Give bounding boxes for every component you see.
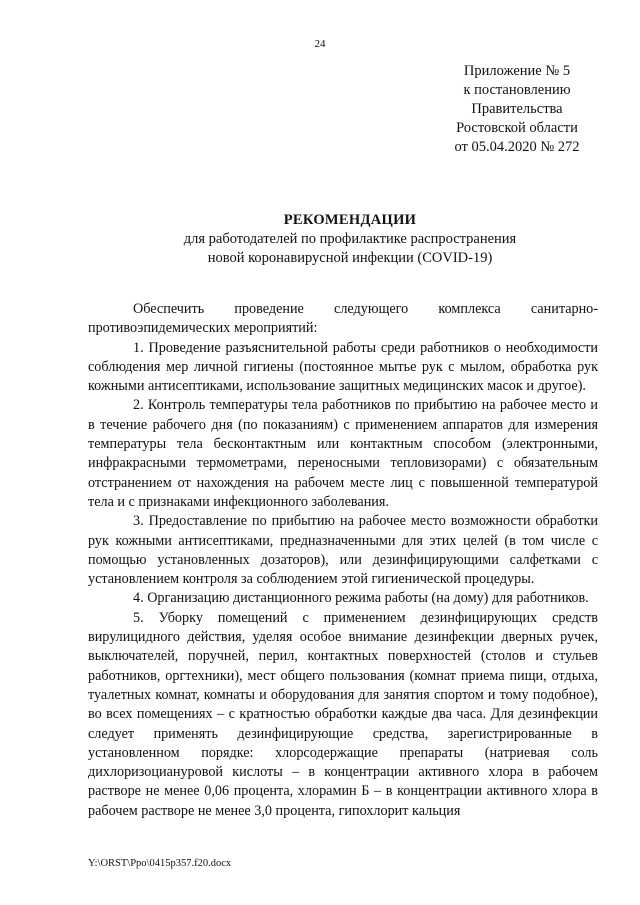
document-subtitle: для работодателей по профилактике распространения — [183, 231, 517, 247]
appendix-line: к постановлению — [463, 82, 571, 98]
title-block — [100, 211, 600, 268]
document-title: РЕКОМЕНДАЦИИ — [283, 212, 417, 228]
document-body — [88, 300, 598, 821]
appendix-reference — [452, 62, 582, 157]
page-number: 24 — [314, 38, 326, 50]
body-paragraph: 2. Контроль температуры тела работников по прибытию на рабочее место и в течение рабочего дня (по показаниям) с применением аппаратов для измерения температуры тела бесконтактным или контактным способом (электронными, инфракрасными термометрами, переносными тепловизорами) с обязательным отстранением от нахождения на рабочем месте лиц с повышенной температурой тела и с признаками инфекционного заболевания. — [88, 397, 598, 510]
body-paragraph: 3. Предоставление по прибытию на рабочее место возможности обработки рук кожными антисептиками, предназначенными для этих целей (в том числе с помощью установленных дозаторов), или дезинфицирующими салфетками с установлением контроля за соблюдением этой гигиенической процедуры. — [88, 513, 598, 588]
document-subtitle: новой коронавирусной инфекции (COVID-19) — [207, 250, 493, 266]
body-paragraph: 1. Проведение разъяснительной работы среди работников о необходимости соблюдения мер личной гигиены (постоянное мытье рук с мылом, обработка рук кожными антисептиками, использование защитных медицинских масок и другое). — [88, 339, 598, 395]
appendix-line: Приложение № 5 — [463, 63, 571, 79]
appendix-line: Правительства — [471, 101, 563, 117]
body-paragraph: Обеспечить проведение следующего комплекса санитарно-противоэпидемических мероприятий: — [88, 301, 598, 337]
file-path-footer: Y:\ORST\Ppo\0415p357.f20.docx — [88, 858, 232, 869]
body-paragraph: 4. Организацию дистанционного режима работы (на дому) для работников. — [133, 590, 589, 607]
appendix-line: Ростовской области — [456, 120, 578, 136]
body-paragraph: 5. Уборку помещений с применением дезинфицирующих средств вирулицидного действия, уделяя особое внимание дезинфекции дверных ручек, выключателей, поручней, перил, контактных поверхностей (столов и стульев работников, оргтехники), мест общего пользования (комнат приема пищи, отдыха, туалетных комнат, комнаты и оборудования для занятия спортом и тому подобное), во всех помещениях – с кратностью обработки каждые два часа. Для дезинфекции следует применять дезинфицирующие средства, зарегистрированные в установленном порядке: хлорсодержащие препараты (натриевая соль дихлоризоциануровой кислоты – в концентрации активного хлора в рабочем растворе не менее 0,06 процента, хлорамин Б – в концентрации активного хлора в рабочем растворе не менее 3,0 процента, гипохлорит кальция — [88, 609, 598, 819]
appendix-line: от 05.04.2020 № 272 — [454, 139, 580, 155]
